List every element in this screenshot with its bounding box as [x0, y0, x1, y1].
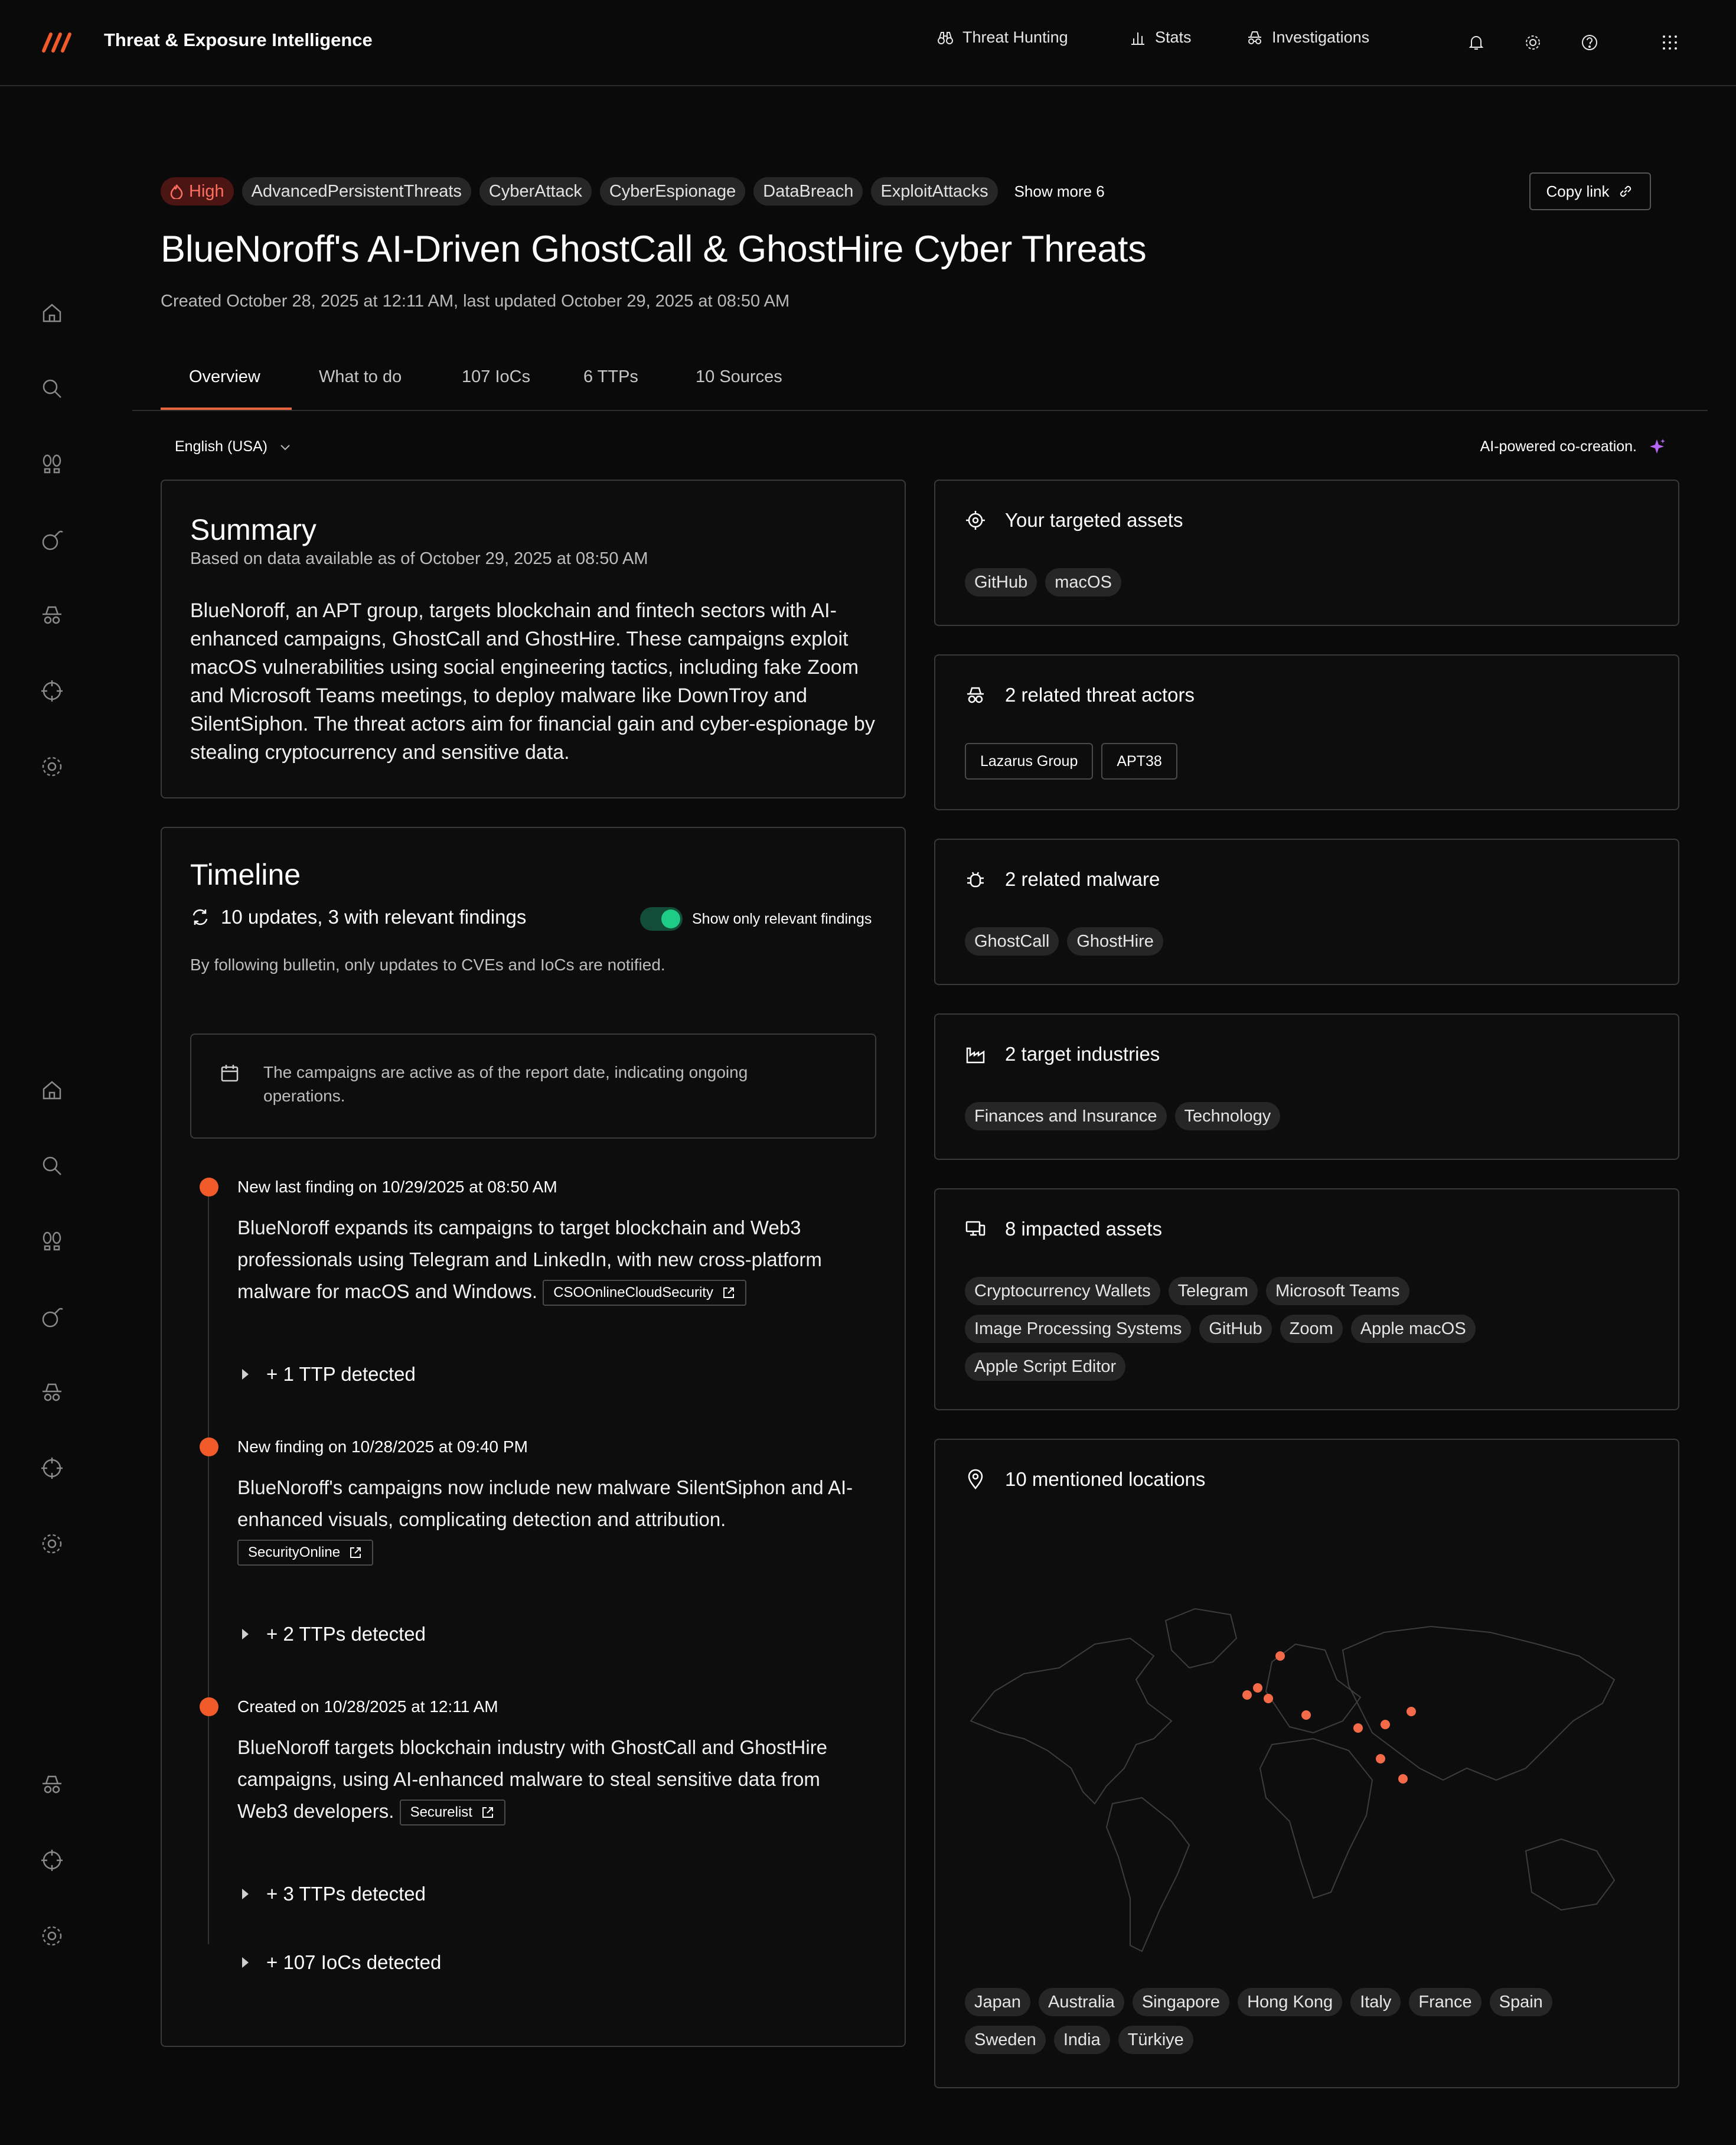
marker-japan: [1407, 1707, 1416, 1716]
chip: GitHub: [965, 568, 1037, 596]
industries-card: [934, 1013, 1679, 1160]
summary-based-on: Based on data available as of October 29, 2025 at 08:50 AM: [190, 549, 648, 568]
finding-heading: New last finding on 10/29/2025 at 08:50 AM: [237, 1178, 557, 1196]
caret-right-icon: [242, 1889, 249, 1899]
marker-spain: [1242, 1690, 1252, 1700]
language-label: English (USA): [175, 438, 267, 455]
tag-list: [161, 177, 1105, 206]
marker-france: [1253, 1683, 1262, 1693]
chip: GhostHire: [1067, 927, 1163, 956]
marker-italy: [1264, 1694, 1273, 1703]
crosshair-icon[interactable]: [39, 1455, 65, 1481]
marker-india: [1353, 1723, 1363, 1733]
finding-body: [237, 1472, 863, 1567]
timeline-note: By following bulletin, only updates to CVEs and IoCs are notified.: [190, 956, 665, 974]
chip: Apple Script Editor: [965, 1352, 1125, 1381]
finding-dot: [200, 1437, 218, 1456]
chip: Spain: [1490, 1988, 1552, 2016]
help-icon[interactable]: [1580, 33, 1599, 52]
card-header: [965, 509, 1183, 532]
spy-icon: [1246, 29, 1264, 47]
refresh-icon: [190, 907, 210, 927]
chip: Australia: [1039, 1988, 1124, 2016]
external-link-icon: [348, 1546, 363, 1560]
app-title: Threat & Exposure Intelligence: [104, 30, 373, 50]
expander-label: + 2 TTPs detected: [266, 1623, 426, 1645]
ttp-expander[interactable]: [242, 1363, 416, 1386]
summary-title: Summary: [190, 513, 316, 546]
caret-right-icon: [242, 1957, 249, 1968]
expander-label: + 3 TTPs detected: [266, 1883, 426, 1905]
calendar-icon: [220, 1063, 240, 1083]
finding-text: BlueNoroff targets blockchain industry with GhostCall and GhostHire campaigns, using AI-enhanced malware to steal sensitive data from Web3 developers.: [237, 1736, 828, 1822]
sparkle-icon: [1647, 437, 1666, 456]
chip: GhostCall: [965, 927, 1059, 956]
chip-list: [965, 743, 1650, 780]
chip-list: [965, 1988, 1579, 2054]
tab-ttps[interactable]: 6 TTPs: [583, 367, 638, 386]
language-select[interactable]: [175, 438, 292, 455]
threat-actor-link[interactable]: Lazarus Group: [965, 743, 1093, 780]
map-pin-icon: [965, 1469, 986, 1490]
finding-dot: [200, 1697, 218, 1716]
source-label: Securelist: [410, 1804, 472, 1821]
home-icon[interactable]: [39, 1077, 65, 1103]
binoculars-icon: [936, 29, 954, 47]
chip: Technology: [1175, 1102, 1281, 1130]
ioc-expander[interactable]: [242, 1951, 441, 1974]
card-title: 2 related malware: [1005, 868, 1160, 890]
ai-note: [1480, 437, 1666, 456]
nav-threat-hunting[interactable]: [936, 28, 1068, 47]
severity-badge: [161, 177, 234, 206]
flame-icon: [170, 184, 183, 199]
spy-icon[interactable]: [39, 1380, 65, 1406]
show-more-tags-button[interactable]: Show more 6: [1014, 182, 1105, 200]
search-icon[interactable]: [39, 1153, 65, 1179]
card-header: [965, 868, 1160, 891]
marker-australia: [1398, 1774, 1408, 1784]
settings-icon[interactable]: [39, 754, 65, 780]
finding-body: [237, 1212, 863, 1308]
ttp-expander[interactable]: [242, 1883, 426, 1905]
card-header: [965, 1043, 1160, 1065]
search-icon[interactable]: [39, 376, 65, 402]
chip-list: [965, 927, 1650, 956]
chip: Italy: [1350, 1988, 1401, 2016]
chip-list: [965, 1277, 1567, 1381]
timeline-updates: [190, 906, 526, 928]
chip: Telegram: [1169, 1277, 1258, 1305]
gear-icon[interactable]: [1523, 33, 1542, 52]
spy-icon[interactable]: [39, 1772, 65, 1798]
chip-list: [965, 1102, 1650, 1130]
spy-icon: [965, 684, 986, 706]
chip: Cryptocurrency Wallets: [965, 1277, 1160, 1305]
summary-card: [161, 480, 906, 798]
card-header: [965, 684, 1195, 706]
brand-logo-icon[interactable]: [41, 31, 72, 54]
card-title: 2 target industries: [1005, 1043, 1160, 1065]
timeline-title: Timeline: [190, 858, 301, 891]
targeted-assets-card: [934, 480, 1679, 626]
tab-iocs[interactable]: 107 IoCs: [462, 367, 531, 386]
apps-grid-icon[interactable]: [1660, 33, 1679, 52]
nav-stats-label: Stats: [1155, 28, 1192, 46]
footprints-icon[interactable]: [39, 451, 65, 477]
severity-label: High: [189, 182, 224, 201]
spy-icon[interactable]: [39, 602, 65, 628]
finding-dot: [200, 1178, 218, 1197]
chip: Hong Kong: [1238, 1988, 1342, 2016]
toggle-label: Show only relevant findings: [692, 911, 872, 927]
tab-what-to-do[interactable]: What to do: [319, 367, 402, 386]
bomb-icon[interactable]: [39, 527, 65, 553]
page-subtitle: Created October 28, 2025 at 12:11 AM, last updated October 29, 2025 at 08:50 AM: [161, 292, 790, 311]
marker-hong-kong: [1381, 1720, 1390, 1729]
continent-south-america: [1107, 1798, 1189, 1951]
caret-right-icon: [242, 1629, 249, 1639]
caret-right-icon: [242, 1369, 249, 1380]
chip: Singapore: [1133, 1988, 1229, 2016]
bell-icon[interactable]: [1467, 33, 1486, 52]
finding-heading: Created on 10/28/2025 at 12:11 AM: [237, 1697, 498, 1716]
threat-actor-link[interactable]: APT38: [1101, 743, 1177, 780]
tag[interactable]: AdvancedPersistentThreats: [242, 177, 471, 206]
tab-bar: [132, 360, 1708, 411]
bomb-icon[interactable]: [39, 1304, 65, 1330]
crosshair-icon[interactable]: [39, 1847, 65, 1873]
chip: Finances and Insurance: [965, 1102, 1167, 1130]
chip-list: [965, 568, 1650, 596]
factory-icon: [965, 1044, 986, 1065]
continent-africa: [1260, 1739, 1372, 1898]
top-bar: [0, 0, 1736, 86]
tag[interactable]: CyberEspionage: [600, 177, 745, 206]
chip: macOS: [1045, 568, 1121, 596]
chip: Microsoft Teams: [1266, 1277, 1409, 1305]
target-icon: [965, 510, 986, 531]
status-callout: [190, 1034, 876, 1139]
finding-heading: New finding on 10/28/2025 at 09:40 PM: [237, 1437, 528, 1456]
world-map[interactable]: [959, 1544, 1656, 1969]
source-link[interactable]: [237, 1540, 373, 1566]
devices-icon: [965, 1218, 986, 1240]
finding-body: [237, 1732, 863, 1827]
summary-body: BlueNoroff, an APT group, targets blockchain and fintech sectors with AI-enhanced campaigns, GhostCall and GhostHire. These campaigns exploit macOS vulnerabilities using social engineering tactics, including fake Zoom and Microsoft Teams meetings, to deploy malware like DownTroy and SilentSiphon. The threat actors aim for financial gain and cyber-espionage by stealing cryptocurrency and sensitive data.: [190, 599, 875, 764]
tag[interactable]: CyberAttack: [479, 177, 592, 206]
nav-stats[interactable]: [1129, 28, 1192, 47]
malware-card: [934, 839, 1679, 985]
landmass-greenland: [1166, 1609, 1236, 1668]
timeline-card: [161, 827, 906, 2047]
chip: India: [1054, 2026, 1110, 2054]
chevron-down-icon: [278, 440, 292, 454]
tab-overview[interactable]: Overview: [189, 367, 260, 386]
tag[interactable]: DataBreach: [753, 177, 863, 206]
chip: France: [1409, 1988, 1481, 2016]
expander-label: + 107 IoCs detected: [266, 1951, 442, 1973]
marker-sweden: [1275, 1651, 1285, 1661]
chip: Zoom: [1280, 1315, 1343, 1343]
card-title: 10 mentioned locations: [1005, 1468, 1206, 1490]
card-title: 8 impacted assets: [1005, 1218, 1162, 1240]
callout-text: The campaigns are active as of the report date, indicating ongoing operations.: [263, 1063, 748, 1105]
locations-card: [934, 1439, 1679, 2088]
chip: Sweden: [965, 2026, 1046, 2054]
tab-sources[interactable]: 10 Sources: [696, 367, 782, 386]
crosshair-icon[interactable]: [39, 678, 65, 704]
settings-icon[interactable]: [39, 1923, 65, 1949]
home-icon[interactable]: [39, 300, 65, 326]
active-tab-indicator: [161, 408, 292, 410]
chip: Apple macOS: [1351, 1315, 1476, 1343]
nav-investigations-label: Investigations: [1272, 28, 1370, 46]
tag[interactable]: ExploitAttacks: [871, 177, 997, 206]
ai-note-label: AI-powered co-creation.: [1480, 438, 1637, 455]
source-label: CSOOnlineCloudSecurity: [553, 1285, 713, 1301]
copy-link-label: Copy link: [1546, 182, 1610, 200]
finding-text: BlueNoroff expands its campaigns to target blockchain and Web3 professionals using Telegram and LinkedIn, with new cross-platform malware for macOS and Windows.: [237, 1217, 822, 1302]
settings-icon[interactable]: [39, 1531, 65, 1557]
nav-investigations[interactable]: [1246, 28, 1369, 47]
chip: Türkiye: [1118, 2026, 1193, 2054]
continent-australia: [1526, 1839, 1614, 1910]
nav-threat-hunting-label: Threat Hunting: [962, 28, 1068, 46]
marker-singapore: [1376, 1754, 1385, 1763]
page-title: BlueNoroff's AI-Driven GhostCall & GhostHire Cyber Threats: [161, 229, 1147, 270]
expander-label: + 1 TTP detected: [266, 1363, 416, 1385]
continent-north-america: [971, 1638, 1172, 1804]
finding-text: BlueNoroff's campaigns now include new malware SilentSiphon and AI-enhanced visuals, complicating detection and attribution.: [237, 1476, 853, 1530]
chip: Japan: [965, 1988, 1030, 2016]
source-link[interactable]: [400, 1800, 505, 1825]
external-link-icon: [481, 1805, 495, 1820]
marker-turkiye: [1301, 1710, 1311, 1720]
impacted-assets-card: [934, 1188, 1679, 1410]
source-link[interactable]: [543, 1280, 746, 1306]
ttp-expander[interactable]: [242, 1623, 426, 1645]
external-link-icon: [722, 1286, 736, 1300]
footprints-icon[interactable]: [39, 1228, 65, 1254]
bug-icon: [965, 869, 986, 890]
card-title: 2 related threat actors: [1005, 684, 1195, 706]
chip: Image Processing Systems: [965, 1315, 1191, 1343]
source-label: SecurityOnline: [248, 1544, 341, 1561]
relevant-findings-toggle[interactable]: [640, 907, 683, 931]
link-icon: [1617, 183, 1634, 200]
card-title: Your targeted assets: [1005, 509, 1183, 531]
chip: GitHub: [1199, 1315, 1271, 1343]
bar-chart-icon: [1129, 29, 1147, 47]
timeline-line: [208, 1182, 209, 1944]
timeline-updates-label: 10 updates, 3 with relevant findings: [221, 906, 527, 928]
copy-link-button[interactable]: [1529, 172, 1651, 210]
threat-actors-card: [934, 654, 1679, 810]
card-header: [965, 1218, 1162, 1240]
card-header: [965, 1468, 1205, 1491]
